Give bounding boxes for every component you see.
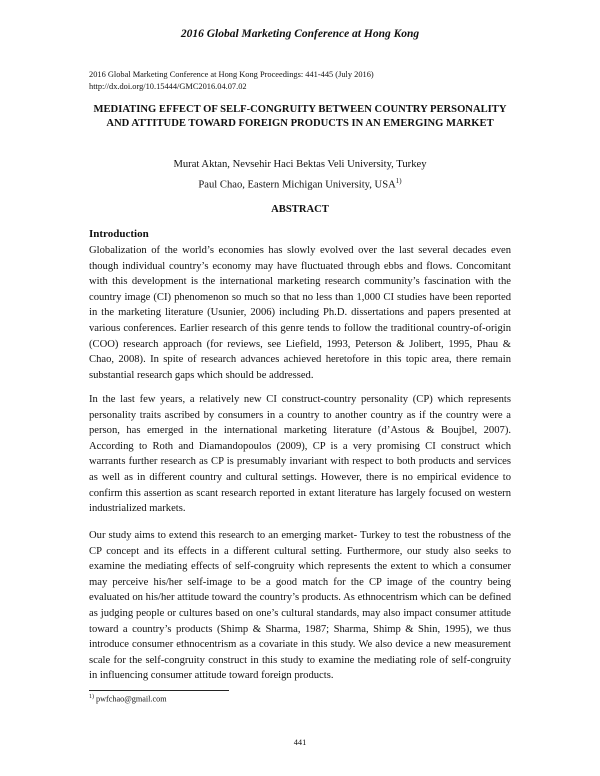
footnote-email[interactable]: pwfchao@gmail.com [94,694,167,704]
doi-link[interactable]: http://dx.doi.org/10.15444/GMC2016.04.07.02 [89,82,247,91]
paragraph-1: Globalization of the world’s economies has slowly evolved over the last several decades even though individual country’s economy may have fluctuated through ebbs and flows. Concomitant with this development is the international marketing research community’s fascination with the country image (CI) phenomenon so much so that no less than 1,000 CI studies have been reported in the marketing literature (Usunier, 2006) including Ph.D. dissertations and papers presented at various conferences. Earlier research of this genre tends to follow the traditional country-of-origin (COO) research approach (for reviews, see Liefield, 1993, Peterson & Jolibert, 1995, Phau & Chao, 2008). In spite of research advances achieved heretofore in this topic area, there remain substantial research gaps which should be addressed. [89,245,511,381]
abstract-heading: ABSTRACT [271,204,329,215]
footnote-divider [89,690,229,691]
author-2 [89,173,511,194]
footnote-mark: 1) [89,694,94,700]
proceedings-info [89,69,374,93]
running-head: 2016 Global Marketing Conference at Hong Kong [180,28,420,40]
footnote-marker: 1) [395,177,402,185]
page-number: 441 [293,738,307,747]
paragraph-2: In the last few years, a relatively new CI construct-country personality (CP) which represents personality traits ascribed by consumers in a country to another country as if the country were a person, has emerged in the international marketing literature (d’Astous & Boujbel, 2007). According to Roth and Diamandopoulos (2009), CP is a very promising CI construct which warrants further research as CP is presumably invariant with respect to both products and services as well as in different country and cultural settings. However, there is no empirical evidence to confirm this assertion as scant research reported in extant literature has largely focused on western industrialized markets. [89,394,511,515]
proceedings-line: 2016 Global Marketing Conference at Hong Kong Proceedings: 441-445 (July 2016) [89,70,374,79]
paper-title: MEDIATING EFFECT OF SELF-CONGRUITY BETWEEN COUNTRY PERSONALITY AND ATTITUDE TOWARD FOREIGN PRODUCTS IN AN EMERGING MARKET [93,104,507,129]
author-2-text: Paul Chao, Eastern Michigan University, USA [198,179,396,191]
author-block [89,157,511,194]
paragraph-3: Our study aims to extend this research to an emerging market- Turkey to test the robustness of the CP concept and its effects in a different cultural setting. Furthermore, our study also seeks to examine the mediating effects of self-congruity which represents the extent to which a consumer may perceive his/her self-image to be a good match for the CP image of the country being evaluated on his/her attitude toward the country’s products. As ethnocentrism which can be defined as judging people or cultures based on one’s cultural standards, may also impact consumer attitude toward a country’s products (Shimp & Sharma, 1987; Sharma, Shimp & Shin, 1995), we thus introduce consumer ethnocentrism as a covariate in this study. We also device a new measurement scale for the self-congruity construct in this study to examine the mediating role of self-congruity in influencing consumer attitude toward foreign products. [89,530,511,682]
footnote [89,694,167,704]
author-1: Murat Aktan, Nevsehir Haci Bektas Veli University, Turkey [173,159,427,170]
section-heading-introduction: Introduction [89,228,149,240]
